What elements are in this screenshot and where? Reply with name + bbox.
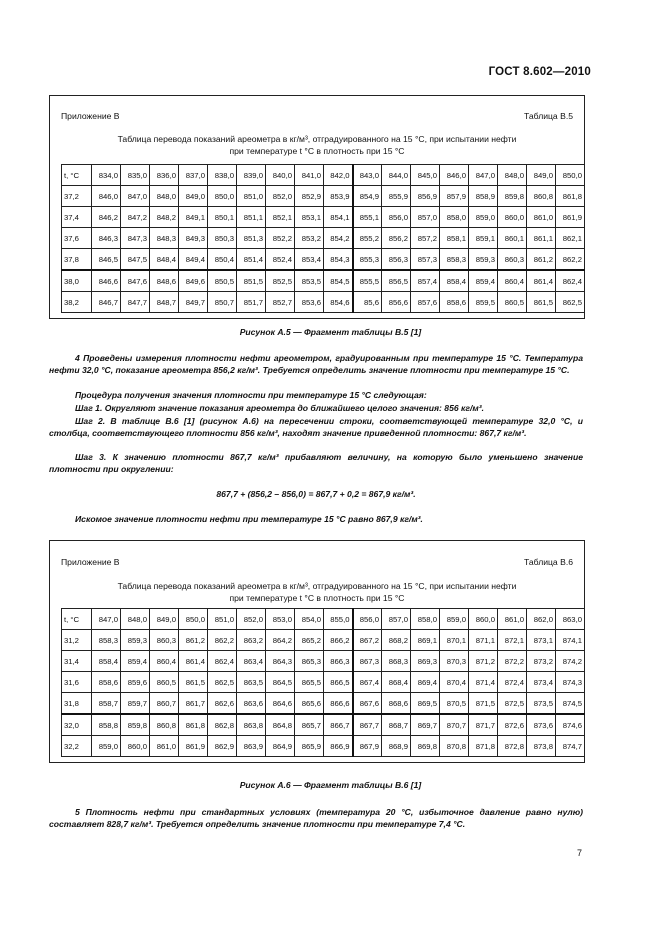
density-value-cell: 860,3 xyxy=(150,630,179,651)
density-reading-cell: 839,0 xyxy=(237,165,266,186)
density-value-cell: 847,7 xyxy=(121,292,150,313)
table-label: Таблица В.6 xyxy=(524,557,573,567)
density-value-cell: 874,1 xyxy=(556,630,585,651)
density-reading-cell: 860,0 xyxy=(469,609,498,630)
temperature-header-cell: t, °C xyxy=(62,609,92,630)
density-value-cell: 858,3 xyxy=(440,249,469,271)
density-value-cell: 859,3 xyxy=(121,630,150,651)
page-number: 7 xyxy=(576,848,582,858)
density-reading-cell: 834,0 xyxy=(92,165,121,186)
density-reading-cell: 838,0 xyxy=(208,165,237,186)
density-value-cell: 857,2 xyxy=(411,228,440,249)
density-value-cell: 872,4 xyxy=(498,672,527,693)
density-value-cell: 859,0 xyxy=(469,207,498,228)
density-value-cell: 862,8 xyxy=(208,714,237,736)
temperature-cell: 37,6 xyxy=(62,228,92,249)
table-row xyxy=(62,693,585,715)
density-reading-cell: 852,0 xyxy=(237,609,266,630)
density-value-cell: 857,0 xyxy=(411,207,440,228)
density-value-cell: 865,9 xyxy=(295,736,324,757)
density-value-cell: 853,1 xyxy=(295,207,324,228)
density-reading-cell: 854,0 xyxy=(295,609,324,630)
density-value-cell: 853,5 xyxy=(295,270,324,292)
density-value-cell: 864,8 xyxy=(266,714,295,736)
density-value-cell: 859,7 xyxy=(121,693,150,715)
density-value-cell: 851,3 xyxy=(237,228,266,249)
density-value-cell: 868,3 xyxy=(382,651,411,672)
density-value-cell: 863,2 xyxy=(237,630,266,651)
density-value-cell: 861,4 xyxy=(527,270,556,292)
density-value-cell: 853,2 xyxy=(295,228,324,249)
density-value-cell: 859,8 xyxy=(498,186,527,207)
density-value-cell: 870,3 xyxy=(440,651,469,672)
density-value-cell: 862,6 xyxy=(208,693,237,715)
density-value-cell: 848,0 xyxy=(150,186,179,207)
density-value-cell: 850,3 xyxy=(208,228,237,249)
temperature-cell: 31,4 xyxy=(62,651,92,672)
density-value-cell: 853,9 xyxy=(324,186,353,207)
density-value-cell: 851,7 xyxy=(237,292,266,313)
density-value-cell: 848,2 xyxy=(150,207,179,228)
figure-a5-caption: Рисунок А.5 — Фрагмент таблицы В.5 [1] xyxy=(239,327,422,337)
temperature-cell: 31,2 xyxy=(62,630,92,651)
density-value-cell: 868,7 xyxy=(382,714,411,736)
density-value-cell: 861,2 xyxy=(179,630,208,651)
density-value-cell: 858,8 xyxy=(92,714,121,736)
density-value-cell: 850,4 xyxy=(208,249,237,271)
density-value-cell: 859,4 xyxy=(121,651,150,672)
density-value-cell: 865,3 xyxy=(295,651,324,672)
density-value-cell: 855,5 xyxy=(353,270,382,292)
temperature-cell: 32,2 xyxy=(62,736,92,757)
density-value-cell: 864,5 xyxy=(266,672,295,693)
density-value-cell: 864,9 xyxy=(266,736,295,757)
density-value-cell: 859,0 xyxy=(92,736,121,757)
density-value-cell: 866,3 xyxy=(324,651,353,672)
density-value-cell: 859,4 xyxy=(469,270,498,292)
density-value-cell: 862,1 xyxy=(556,228,585,249)
table-row xyxy=(62,292,585,313)
density-value-cell: 846,6 xyxy=(92,270,121,292)
density-value-cell: 856,3 xyxy=(382,249,411,271)
temperature-cell: 38,0 xyxy=(62,270,92,292)
density-value-cell: 849,1 xyxy=(179,207,208,228)
standard-number: ГОСТ 8.602—2010 xyxy=(488,66,591,78)
density-value-cell: 861,5 xyxy=(527,292,556,313)
density-value-cell: 871,4 xyxy=(469,672,498,693)
density-value-cell: 858,6 xyxy=(92,672,121,693)
density-value-cell: 874,7 xyxy=(556,736,585,757)
table-row xyxy=(62,249,585,271)
density-reading-cell: 851,0 xyxy=(208,609,237,630)
density-value-cell: 858,0 xyxy=(440,207,469,228)
density-value-cell: 867,6 xyxy=(353,693,382,715)
density-value-cell: 859,1 xyxy=(469,228,498,249)
density-value-cell: 860,5 xyxy=(150,672,179,693)
density-value-cell: 847,0 xyxy=(121,186,150,207)
density-value-cell: 869,5 xyxy=(411,693,440,715)
density-value-cell: 870,4 xyxy=(440,672,469,693)
density-value-cell: 850,1 xyxy=(208,207,237,228)
density-reading-cell: 853,0 xyxy=(266,609,295,630)
density-value-cell: 851,5 xyxy=(237,270,266,292)
density-table-b6 xyxy=(61,608,585,757)
density-value-cell: 852,1 xyxy=(266,207,295,228)
density-value-cell: 860,4 xyxy=(150,651,179,672)
density-reading-cell: 848,0 xyxy=(498,165,527,186)
density-value-cell: 866,5 xyxy=(324,672,353,693)
paragraph-5: 5 Плотность нефти при стандартных условиях (температура 20 °С, избыточное давление равно нулю) составляет 828,7 кг/м³. Требуется определить значение плотности при температуре 7,4 °С. xyxy=(49,807,583,829)
density-value-cell: 874,5 xyxy=(556,693,585,715)
density-value-cell: 857,9 xyxy=(440,186,469,207)
density-value-cell: 853,4 xyxy=(295,249,324,271)
temperature-cell: 37,8 xyxy=(62,249,92,271)
density-reading-cell: 844,0 xyxy=(382,165,411,186)
density-value-cell: 861,9 xyxy=(556,207,585,228)
density-value-cell: 854,2 xyxy=(324,228,353,249)
density-value-cell: 861,0 xyxy=(150,736,179,757)
density-value-cell: 860,0 xyxy=(121,736,150,757)
density-value-cell: 863,8 xyxy=(237,714,266,736)
density-value-cell: 865,7 xyxy=(295,714,324,736)
density-value-cell: 874,2 xyxy=(556,651,585,672)
density-value-cell: 858,7 xyxy=(92,693,121,715)
density-value-cell: 852,4 xyxy=(266,249,295,271)
density-value-cell: 865,5 xyxy=(295,672,324,693)
density-reading-cell: 846,0 xyxy=(440,165,469,186)
density-value-cell: 854,5 xyxy=(324,270,353,292)
density-value-cell: 858,9 xyxy=(469,186,498,207)
density-value-cell: 849,6 xyxy=(179,270,208,292)
density-value-cell: 874,3 xyxy=(556,672,585,693)
density-value-cell: 872,2 xyxy=(498,651,527,672)
density-value-cell: 867,7 xyxy=(353,714,382,736)
density-value-cell: 874,6 xyxy=(556,714,585,736)
density-value-cell: 868,9 xyxy=(382,736,411,757)
density-value-cell: 860,5 xyxy=(498,292,527,313)
density-value-cell: 854,6 xyxy=(324,292,353,313)
density-value-cell: 851,0 xyxy=(237,186,266,207)
density-value-cell: 865,2 xyxy=(295,630,324,651)
result-statement: Искомое значение плотности нефти при температуре 15 °С равно 867,9 кг/м³. xyxy=(75,514,423,524)
density-value-cell: 850,0 xyxy=(208,186,237,207)
density-value-cell: 854,9 xyxy=(353,186,382,207)
density-value-cell: 862,4 xyxy=(208,651,237,672)
density-value-cell: 861,4 xyxy=(179,651,208,672)
density-reading-cell: 858,0 xyxy=(411,609,440,630)
density-value-cell: 848,3 xyxy=(150,228,179,249)
temperature-header-cell: t, °C xyxy=(62,165,92,186)
density-value-cell: 866,2 xyxy=(324,630,353,651)
density-value-cell: 864,2 xyxy=(266,630,295,651)
table-label: Таблица В.5 xyxy=(524,111,573,121)
density-value-cell: 854,1 xyxy=(324,207,353,228)
density-value-cell: 867,3 xyxy=(353,651,382,672)
density-value-cell: 855,3 xyxy=(353,249,382,271)
density-value-cell: 856,6 xyxy=(382,292,411,313)
density-value-cell: 857,6 xyxy=(411,292,440,313)
density-value-cell: 862,5 xyxy=(208,672,237,693)
table-row xyxy=(62,228,585,249)
density-value-cell: 866,7 xyxy=(324,714,353,736)
paragraph-4: 4 Проведены измерения плотности нефти ареометром, градуированным при температуре 15 °С. Температура нефти 32,0 °С, показание ареометра 856,2 кг/м³. Требуется определить значение плотности при температуре 15 °С. xyxy=(49,353,583,375)
density-value-cell: 861,7 xyxy=(179,693,208,715)
density-reading-cell: 841,0 xyxy=(295,165,324,186)
density-value-cell: 869,1 xyxy=(411,630,440,651)
formula: 867,7 + (856,2 – 856,0) = 867,7 + 0,2 = 867,9 кг/м³. xyxy=(216,489,416,499)
density-table-b5 xyxy=(61,164,585,313)
density-value-cell: 866,9 xyxy=(324,736,353,757)
density-value-cell: 862,5 xyxy=(556,292,585,313)
density-value-cell: 863,6 xyxy=(237,693,266,715)
density-value-cell: 848,7 xyxy=(150,292,179,313)
density-value-cell: 854,3 xyxy=(324,249,353,271)
density-reading-cell: 849,0 xyxy=(527,165,556,186)
density-value-cell: 870,8 xyxy=(440,736,469,757)
density-value-cell: 860,8 xyxy=(150,714,179,736)
density-value-cell: 872,5 xyxy=(498,693,527,715)
density-reading-cell: 861,0 xyxy=(498,609,527,630)
procedure-intro: Процедура получения значения плотности при температуре 15 °С следующая: xyxy=(75,390,427,400)
temperature-cell: 37,2 xyxy=(62,186,92,207)
density-value-cell: 871,5 xyxy=(469,693,498,715)
table-header-row xyxy=(62,609,585,630)
density-reading-cell: 856,0 xyxy=(353,609,382,630)
density-value-cell: 863,4 xyxy=(237,651,266,672)
step-3: Шаг 3. К значению плотности 867,7 кг/м³ прибавляют величину, на которую было уменьшено значение плотности при округлении: xyxy=(49,452,583,474)
temperature-cell: 37,4 xyxy=(62,207,92,228)
density-value-cell: 867,9 xyxy=(353,736,382,757)
density-value-cell: 861,1 xyxy=(527,228,556,249)
density-value-cell: 869,4 xyxy=(411,672,440,693)
density-value-cell: 860,3 xyxy=(498,249,527,271)
density-reading-cell: 862,0 xyxy=(527,609,556,630)
density-reading-cell: 850,0 xyxy=(179,609,208,630)
density-reading-cell: 855,0 xyxy=(324,609,353,630)
density-value-cell: 859,6 xyxy=(121,672,150,693)
density-value-cell: 856,0 xyxy=(382,207,411,228)
density-value-cell: 861,5 xyxy=(179,672,208,693)
density-reading-cell: 848,0 xyxy=(121,609,150,630)
density-value-cell: 858,3 xyxy=(92,630,121,651)
density-reading-cell: 850,0 xyxy=(556,165,585,186)
step-1: Шаг 1. Округляют значение показания ареометра до ближайшего целого значения: 856 кг/м³. xyxy=(75,403,484,413)
density-value-cell: 847,6 xyxy=(121,270,150,292)
density-value-cell: 864,3 xyxy=(266,651,295,672)
table-header-row xyxy=(62,165,585,186)
density-value-cell: 847,2 xyxy=(121,207,150,228)
density-value-cell: 863,5 xyxy=(237,672,266,693)
density-value-cell: 861,8 xyxy=(556,186,585,207)
density-value-cell: 864,6 xyxy=(266,693,295,715)
table-title-line1: Таблица перевода показаний ареометра в кг/м³, отградуированного на 15 °C, при испытании нефти xyxy=(117,581,517,591)
density-value-cell: 859,3 xyxy=(469,249,498,271)
table-row xyxy=(62,714,585,736)
density-value-cell: 847,3 xyxy=(121,228,150,249)
density-value-cell: 853,6 xyxy=(295,292,324,313)
density-value-cell: 860,0 xyxy=(498,207,527,228)
density-value-cell: 849,0 xyxy=(179,186,208,207)
density-value-cell: 858,4 xyxy=(92,651,121,672)
density-value-cell: 872,6 xyxy=(498,714,527,736)
density-value-cell: 868,6 xyxy=(382,693,411,715)
density-value-cell: 856,9 xyxy=(411,186,440,207)
density-value-cell: 873,5 xyxy=(527,693,556,715)
temperature-cell: 31,6 xyxy=(62,672,92,693)
table-row xyxy=(62,672,585,693)
density-value-cell: 861,9 xyxy=(179,736,208,757)
density-reading-cell: 840,0 xyxy=(266,165,295,186)
density-reading-cell: 859,0 xyxy=(440,609,469,630)
density-value-cell: 857,3 xyxy=(411,249,440,271)
density-value-cell: 859,5 xyxy=(469,292,498,313)
density-value-cell: 871,7 xyxy=(469,714,498,736)
density-value-cell: 852,2 xyxy=(266,228,295,249)
density-value-cell: 860,8 xyxy=(527,186,556,207)
density-value-cell: 858,4 xyxy=(440,270,469,292)
density-value-cell: 861,0 xyxy=(527,207,556,228)
density-value-cell: 862,9 xyxy=(208,736,237,757)
density-value-cell: 851,1 xyxy=(237,207,266,228)
table-row xyxy=(62,736,585,757)
density-value-cell: 855,1 xyxy=(353,207,382,228)
table-title-line1: Таблица перевода показаний ареометра в кг/м³, отградуированного на 15 °C, при испытании нефти xyxy=(117,134,517,144)
density-value-cell: 846,7 xyxy=(92,292,121,313)
density-value-cell: 870,5 xyxy=(440,693,469,715)
density-value-cell: 860,1 xyxy=(498,228,527,249)
density-value-cell: 860,7 xyxy=(150,693,179,715)
density-value-cell: 862,4 xyxy=(556,270,585,292)
density-value-cell: 867,2 xyxy=(353,630,382,651)
appendix-label: Приложение В xyxy=(61,557,120,567)
density-value-cell: 850,5 xyxy=(208,270,237,292)
density-value-cell: 871,2 xyxy=(469,651,498,672)
density-value-cell: 872,8 xyxy=(498,736,527,757)
density-value-cell: 869,7 xyxy=(411,714,440,736)
density-value-cell: 867,4 xyxy=(353,672,382,693)
density-value-cell: 85,6 xyxy=(353,292,382,313)
density-value-cell: 871,1 xyxy=(469,630,498,651)
density-value-cell: 852,7 xyxy=(266,292,295,313)
density-value-cell: 858,1 xyxy=(440,228,469,249)
density-value-cell: 873,2 xyxy=(527,651,556,672)
figure-a6-frame xyxy=(49,540,585,763)
table-row xyxy=(62,651,585,672)
density-value-cell: 855,2 xyxy=(353,228,382,249)
table-title-line2: при температуре t °C в плотность при 15 °C xyxy=(229,593,405,603)
density-value-cell: 855,9 xyxy=(382,186,411,207)
density-value-cell: 866,6 xyxy=(324,693,353,715)
density-value-cell: 860,4 xyxy=(498,270,527,292)
density-reading-cell: 857,0 xyxy=(382,609,411,630)
density-reading-cell: 847,0 xyxy=(469,165,498,186)
density-value-cell: 857,4 xyxy=(411,270,440,292)
temperature-cell: 31,8 xyxy=(62,693,92,715)
density-value-cell: 862,2 xyxy=(556,249,585,271)
density-value-cell: 873,8 xyxy=(527,736,556,757)
density-value-cell: 846,0 xyxy=(92,186,121,207)
density-value-cell: 873,1 xyxy=(527,630,556,651)
density-value-cell: 849,7 xyxy=(179,292,208,313)
density-value-cell: 870,7 xyxy=(440,714,469,736)
density-value-cell: 868,4 xyxy=(382,672,411,693)
density-value-cell: 871,8 xyxy=(469,736,498,757)
density-value-cell: 846,3 xyxy=(92,228,121,249)
density-value-cell: 863,9 xyxy=(237,736,266,757)
density-value-cell: 849,3 xyxy=(179,228,208,249)
density-value-cell: 851,4 xyxy=(237,249,266,271)
density-reading-cell: 849,0 xyxy=(150,609,179,630)
density-value-cell: 847,5 xyxy=(121,249,150,271)
density-value-cell: 850,7 xyxy=(208,292,237,313)
temperature-cell: 32,0 xyxy=(62,714,92,736)
density-value-cell: 873,6 xyxy=(527,714,556,736)
step-2: Шаг 2. В таблице В.6 [1] (рисунок А.6) на пересечении строки, соответствующей температуре 32,0 °С, и столбца, соответствующего плотности 856 кг/м³, находят значение приведенной плотности: 867,7 кг/м³. xyxy=(49,416,583,438)
density-value-cell: 862,2 xyxy=(208,630,237,651)
density-value-cell: 861,2 xyxy=(527,249,556,271)
density-value-cell: 846,5 xyxy=(92,249,121,271)
density-reading-cell: 837,0 xyxy=(179,165,208,186)
density-value-cell: 865,6 xyxy=(295,693,324,715)
density-value-cell: 868,2 xyxy=(382,630,411,651)
table-row xyxy=(62,186,585,207)
density-value-cell: 869,8 xyxy=(411,736,440,757)
density-value-cell: 852,9 xyxy=(295,186,324,207)
density-reading-cell: 835,0 xyxy=(121,165,150,186)
density-reading-cell: 863,0 xyxy=(556,609,585,630)
density-reading-cell: 843,0 xyxy=(353,165,382,186)
density-value-cell: 859,8 xyxy=(121,714,150,736)
density-value-cell: 856,5 xyxy=(382,270,411,292)
figure-a6-caption: Рисунок А.6 — Фрагмент таблицы В.6 [1] xyxy=(239,780,422,790)
density-value-cell: 848,6 xyxy=(150,270,179,292)
density-reading-cell: 842,0 xyxy=(324,165,353,186)
density-value-cell: 858,6 xyxy=(440,292,469,313)
density-value-cell: 873,4 xyxy=(527,672,556,693)
density-reading-cell: 845,0 xyxy=(411,165,440,186)
table-row xyxy=(62,270,585,292)
table-title-line2: при температуре t °C в плотность при 15 °C xyxy=(229,146,405,156)
temperature-cell: 38,2 xyxy=(62,292,92,313)
density-value-cell: 852,0 xyxy=(266,186,295,207)
density-value-cell: 849,4 xyxy=(179,249,208,271)
density-reading-cell: 836,0 xyxy=(150,165,179,186)
table-row xyxy=(62,207,585,228)
density-value-cell: 869,3 xyxy=(411,651,440,672)
figure-a5-frame xyxy=(49,95,585,319)
density-reading-cell: 847,0 xyxy=(92,609,121,630)
density-value-cell: 852,5 xyxy=(266,270,295,292)
density-value-cell: 848,4 xyxy=(150,249,179,271)
table-row xyxy=(62,630,585,651)
density-value-cell: 856,2 xyxy=(382,228,411,249)
density-value-cell: 861,8 xyxy=(179,714,208,736)
appendix-label: Приложение В xyxy=(61,111,120,121)
density-value-cell: 846,2 xyxy=(92,207,121,228)
density-value-cell: 870,1 xyxy=(440,630,469,651)
density-value-cell: 872,1 xyxy=(498,630,527,651)
